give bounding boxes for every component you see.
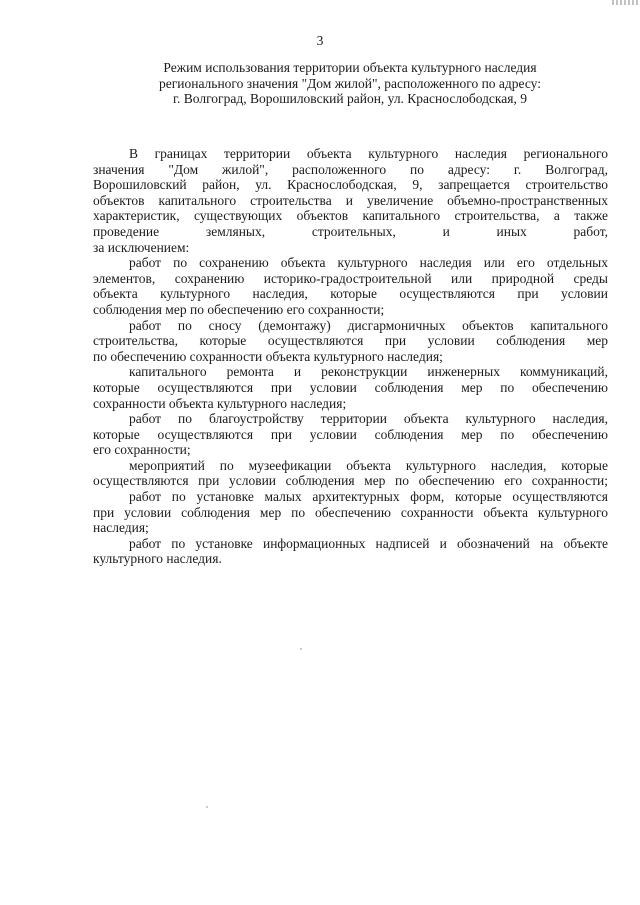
text-line: работ по установке информационных надписей и обозначений на объекте (129, 535, 608, 551)
text-line: осуществляются при условии соблюдения мер по обеспечению его сохранности; (93, 473, 608, 489)
text-line: сохранности объекта культурного наследия; (93, 395, 347, 411)
text-line: строительства, которые осуществляются при условии соблюдения мер (93, 333, 608, 349)
exception-item (93, 318, 608, 365)
document-body (93, 146, 608, 567)
text-line: мероприятий по музеефикации объекта культурного наследия, которые (129, 457, 608, 473)
text-line: работ по благоустройству территории объекта культурного наследия, (129, 411, 608, 427)
exception-item (93, 255, 608, 317)
text-line: характеристик, существующих объектов капитального строительства, а также (93, 208, 608, 224)
text-line: при условии соблюдения мер по обеспечению сохранности объекта культурного (93, 504, 608, 520)
exception-item (93, 536, 608, 567)
scan-edge-mark (612, 0, 640, 5)
text-line: элементов, сохранению историко-градостроительной или природной среды (93, 270, 608, 286)
exception-item (93, 411, 608, 458)
exception-item (93, 489, 608, 536)
page-number: 3 (316, 33, 324, 48)
text-line: Ворошиловский район, ул. Краснослободская, 9, запрещается строительство (93, 177, 608, 193)
exception-item (93, 364, 608, 411)
text-line: В границах территории объекта культурного наследия регионального (129, 146, 608, 161)
text-line: проведение земляных, строительных, и иных работ, (93, 223, 608, 239)
text-line: работ по установке малых архитектурных форм, которые осуществляются (129, 489, 608, 505)
text-line: его сохранности; (93, 442, 191, 458)
text-line: соблюдения мер по обеспечению его сохранности; (93, 301, 385, 317)
text-line: объектов капитального строительства и увеличение объемно-пространственных (93, 192, 608, 208)
title-line: Режим использования территории объекта культурного наследия (163, 60, 537, 75)
scan-speck (300, 648, 302, 650)
text-line: значения "Дом жилой", расположенного по адресу: г. Волгоград, (93, 161, 608, 177)
text-line: работ по сохранению объекта культурного наследия или его отдельных (129, 255, 608, 271)
exception-item (93, 458, 608, 489)
title-line: г. Волгоград, Ворошиловский район, ул. Краснослободская, 9 (173, 91, 527, 106)
text-line: которые осуществляются при условии соблюдения мер по обеспечению (93, 426, 608, 442)
text-line: работ по сносу (демонтажу) дисгармоничных объектов капитального (129, 317, 608, 333)
title-line: регионального значения "Дом жилой", расположенного по адресу: (158, 75, 542, 91)
text-line: объекта культурного наследия, которые осуществляются при условии (93, 286, 608, 302)
intro-paragraph (93, 146, 608, 255)
text-line: которые осуществляются при условии соблюдения мер по обеспечению (93, 379, 608, 395)
text-line: культурного наследия. (93, 551, 222, 567)
text-line: наследия; (93, 520, 149, 536)
document-title (60, 60, 640, 107)
text-line: капитального ремонта и реконструкции инженерных коммуникаций, (129, 364, 608, 380)
scan-speck (206, 806, 208, 808)
text-line: по обеспечению сохранности объекта культурного наследия; (93, 348, 443, 364)
text-line: за исключением: (93, 239, 190, 255)
